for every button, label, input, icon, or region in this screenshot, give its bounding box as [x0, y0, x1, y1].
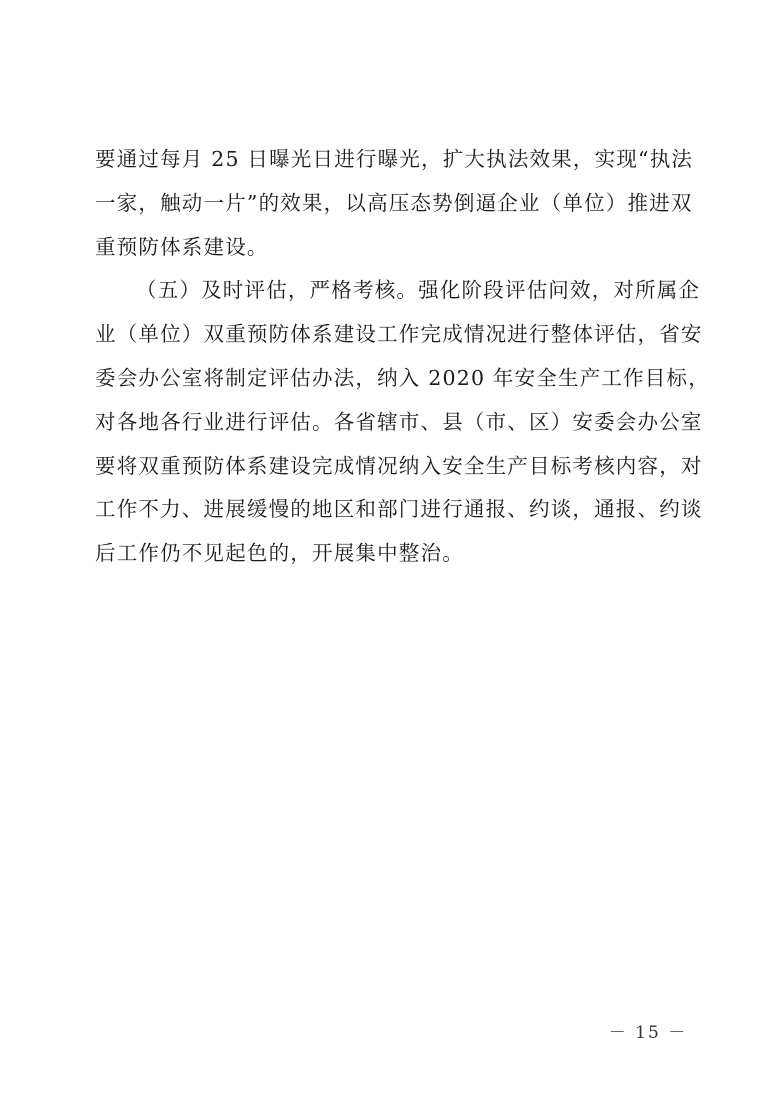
text-line: 要将双重预防体系建设完成情况纳入安全生产目标考核内容，对 — [95, 453, 703, 478]
text-line: 后工作仍不见起色的，开展集中整治。 — [95, 541, 464, 566]
page-number: － 15 － — [608, 1023, 688, 1043]
text-line: 对各地各行业进行评估。各省辖市、县（市、区）安委会办公室 — [95, 409, 703, 434]
body-text — [95, 138, 710, 576]
text-line: 业（单位）双重预防体系建设工作完成情况进行整体评估，省安 — [95, 322, 703, 347]
text-line: 重预防体系建设。 — [95, 234, 269, 259]
section-heading-line: （五）及时评估，严格考核。强化阶段评估问效，对所属企 — [136, 278, 701, 303]
text-line: 一家，触动一片”的效果，以高压态势倒逼企业（单位）推进双 — [95, 190, 693, 215]
text-line: 委会办公室将制定评估办法，纳入 2020 年安全生产工作目标， — [95, 365, 710, 390]
text-line: 工作不力、进展缓慢的地区和部门进行通报、约谈，通报、约谈 — [95, 497, 703, 522]
text-line: 要通过每月 25 日曝光日进行曝光，扩大执法效果，实现“执法 — [95, 147, 694, 171]
